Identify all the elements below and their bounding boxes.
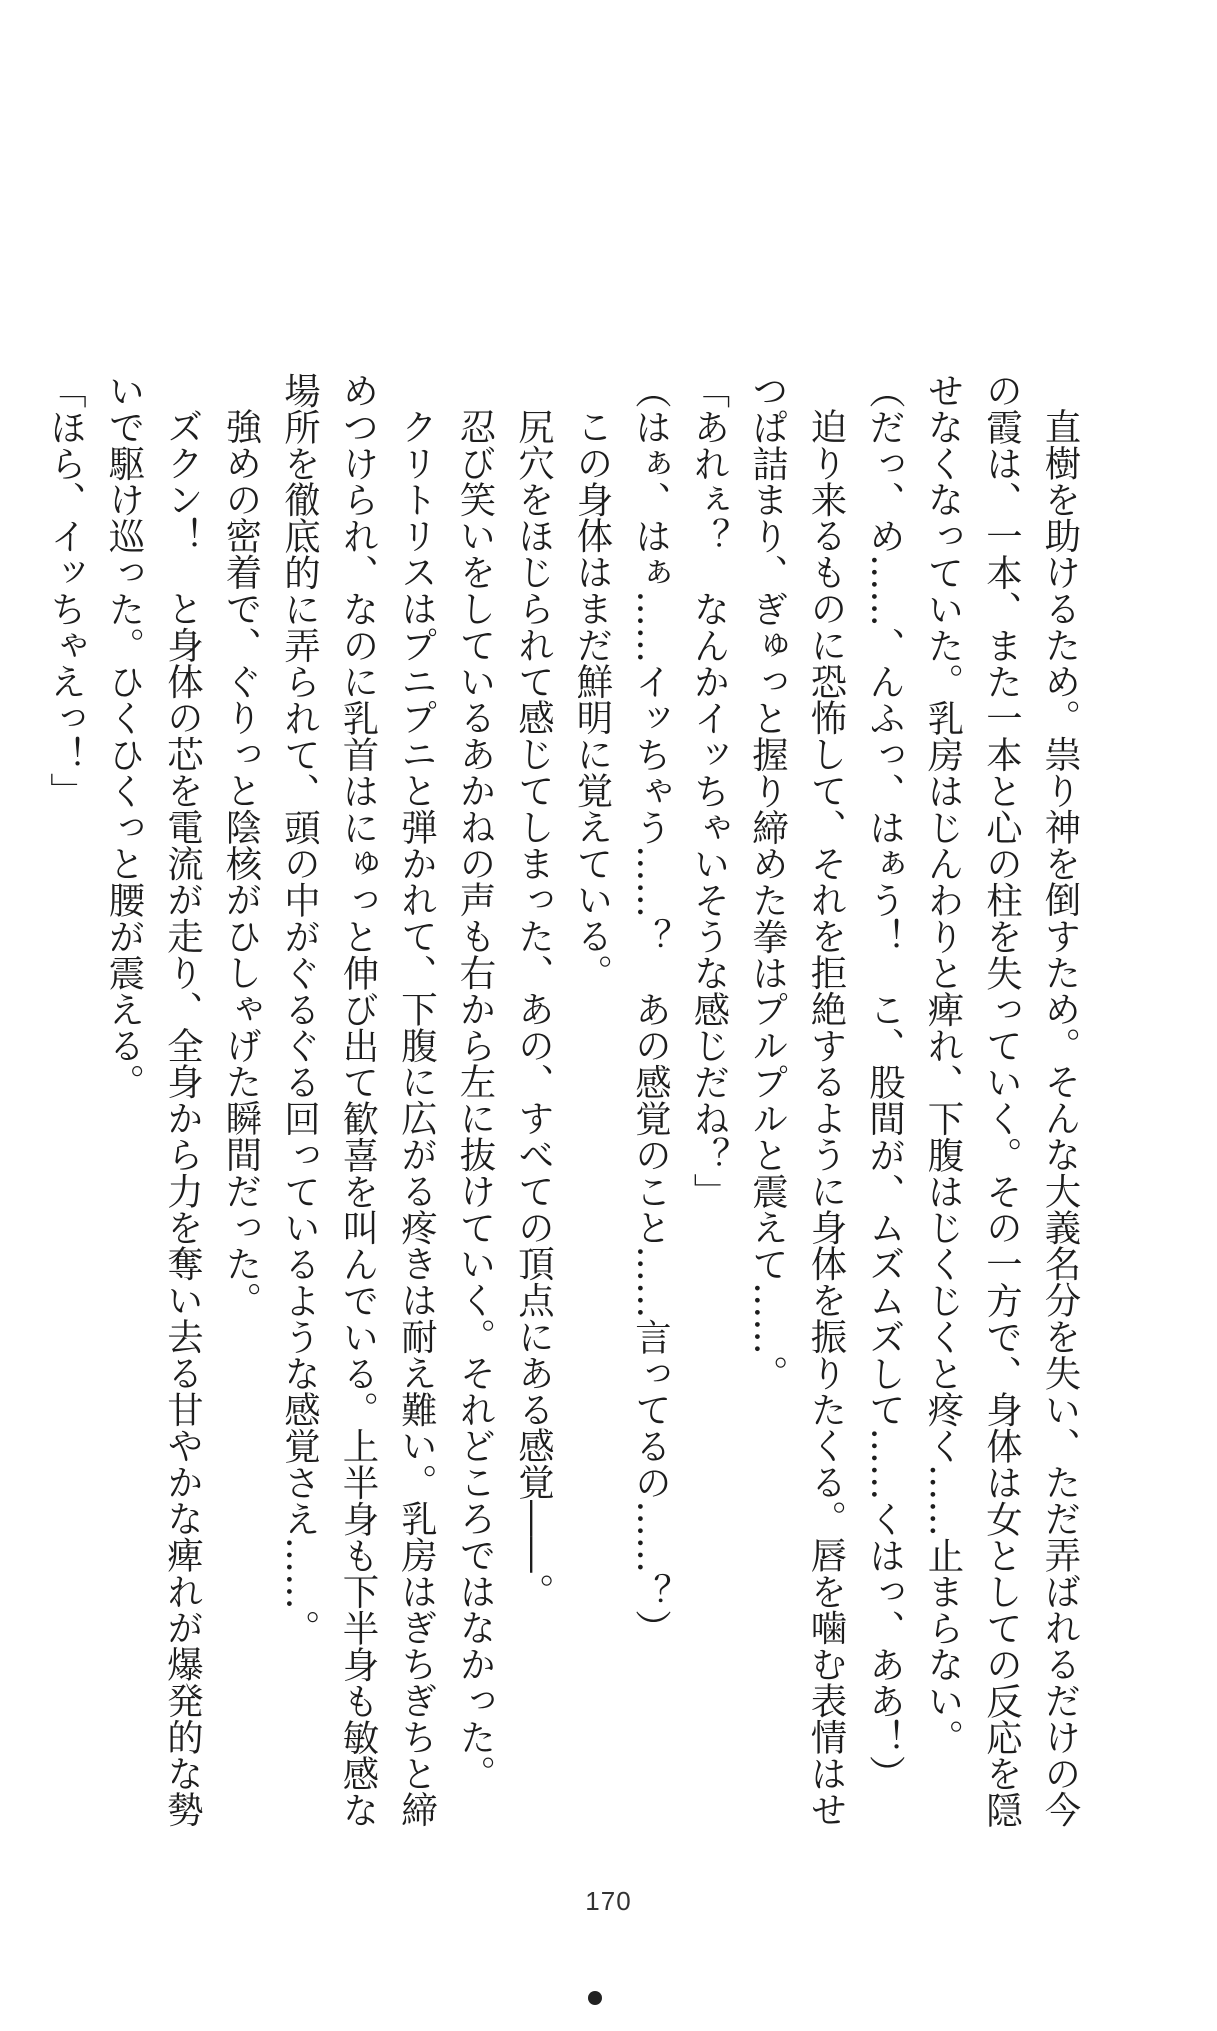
text-line: ズクン！ と身体の芯を電流が走り、全身から力を奪い去る甘やかな痺れが爆発的な勢 bbox=[161, 408, 205, 1828]
text-line: 忍び笑いをしているあかねの声も右から左に抜けていく。それどころではなかった。 bbox=[454, 408, 497, 1792]
text-line: （はぁ、はぁ……イッちゃう……？ あの感覚のこと……言ってるの……？） bbox=[629, 372, 673, 1646]
text-line: いで駆け巡った。ひくひくっと腰が震える。 bbox=[103, 372, 146, 1100]
text-line: せなくなっていた。乳房はじんわりと痺れ、下腹はじくじくと疼く……止まらない。 bbox=[922, 372, 965, 1756]
text-line: 場所を徹底的に弄られて、頭の中がぐるぐる回っているような感覚さえ……。 bbox=[278, 372, 322, 1646]
text-line: （だっ、め……、んふっ、はぁう！ こ、股間が、ムズムズして……くはっ、ああ！） bbox=[863, 372, 907, 1792]
text-line: 「ほら、イッちゃえっ！」 bbox=[44, 372, 88, 809]
text-line: 強めの密着で、ぐりっと陰核がひしゃげた瞬間だった。 bbox=[220, 408, 263, 1319]
page-number: 170 bbox=[585, 1886, 632, 1916]
text-line: クリトリスはプニプニと弾かれて、下腹に広がる疼きは耐え難い。乳房はぎちぎちと締 bbox=[395, 408, 439, 1828]
text-line: 尻穴をほじられて感じてしまった、あの、すべての頂点にある感覚――。 bbox=[512, 408, 556, 1610]
text-line: この身体はまだ鮮明に覚えている。 bbox=[571, 408, 614, 991]
text-line: の霞は、一本、また一本と心の柱を失っていく。その一方で、身体は女としての反応を隠 bbox=[980, 372, 1024, 1828]
text-line: つぱ詰まり、ぎゅっと握り締めた拳はプルプルと震えて……。 bbox=[746, 372, 790, 1392]
vertical-text-body bbox=[36, 372, 1089, 1828]
text-line: 直樹を助けるため。祟り神を倒すため。そんな大義名分を失い、ただ弄ばれるだけの今 bbox=[1039, 408, 1082, 1828]
text-line: 迫り来るものに恐怖して、それを拒絶するように身体を振りたくる。唇を噛む表情はせ bbox=[805, 408, 848, 1828]
text-line: 「あれぇ？ なんかイッちゃいそうな感じだね？」 bbox=[688, 372, 731, 1210]
text-line: めつけられ、なのに乳首はにゅっと伸び出て歓喜を叫んでいる。上半身も下半身も敏感な bbox=[337, 372, 380, 1828]
page-marker-dot bbox=[588, 1991, 602, 2005]
